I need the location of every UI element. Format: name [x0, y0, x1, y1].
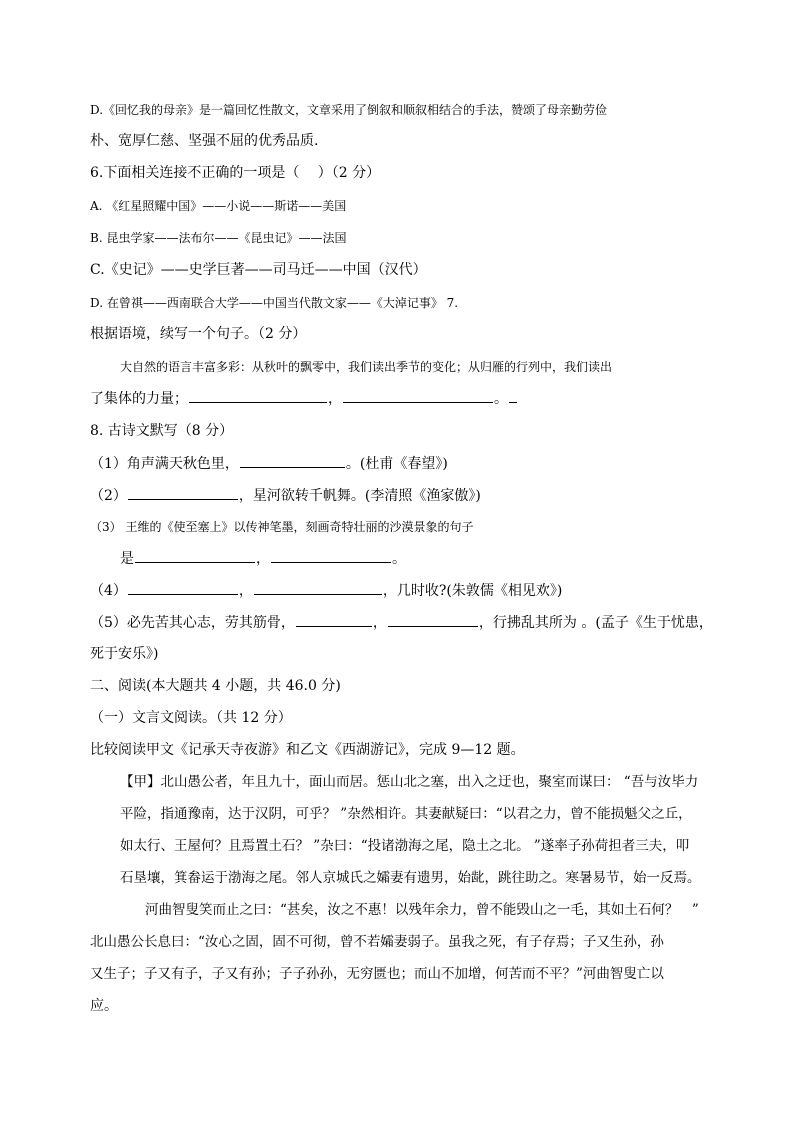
answer-blank-tail — [509, 388, 517, 403]
question-7-answer-line — [90, 388, 518, 409]
passage-a-line: 石垦壤，箕畚运于渤海之尾。邻人京城氏之孀妻有遗男，始龀，跳往助之。寒暑易节，始一反焉。 — [120, 870, 701, 886]
question-6-option-c: C.《史记》——史学巨著——司马迁——中国（汉代） — [90, 262, 427, 278]
passage-a-line: 平险，指通豫南，达于汉阴，可乎？ ”杂然相许。其妻献疑曰：“以君之力，曾不能损魁父之丘， — [120, 806, 692, 822]
item-text: ，行拂乱其所为 。(孟子《生于忧患， — [478, 615, 713, 631]
answer-lead-text: 了集体的力量； — [90, 391, 188, 407]
answer-blank[interactable] — [128, 580, 238, 595]
question-6-option-b: B. 昆虫学家——法布尔——《昆虫记》——法国 — [90, 231, 347, 245]
answer-blank[interactable] — [388, 612, 478, 627]
item-text: （5）必先苦其心志，劳其筋骨， — [90, 615, 295, 631]
question-8-item-5 — [90, 612, 713, 633]
option-d-text: D.《回忆我的母亲》是一篇回忆性散文，文章采用了倒叙和顺叙相结合的手法，赞颂了母亲勤劳俭 — [90, 103, 608, 117]
answer-blank[interactable] — [296, 612, 372, 627]
question-6-option-d: D. 在曾祺——西南联合大学——中国当代散文家——《大淖记事》 7. — [90, 296, 459, 310]
answer-blank[interactable] — [240, 453, 345, 468]
item-text: ，几时收?(朱敦儒《相见欢》) — [382, 583, 563, 599]
period: 。 — [494, 391, 508, 407]
passage-a-line: 【甲】北山愚公者，年且九十，面山而居。惩山北之塞，出入之迂也，聚室而谋曰： “吾与汝毕力 — [120, 774, 699, 790]
reading-instruction: 比较阅读甲文《记承天寺夜游》和乙文《西湖游记》，完成 9—12 题。 — [90, 742, 525, 758]
passage-b-line: 北山愚公长息曰：“汝心之固，固不可彻，曾不若孀妻弱子。虽我之死，有子存焉；子又生孙，孙 — [90, 934, 664, 950]
question-8-item-3-answer — [120, 548, 406, 569]
passage-a-line: 如太行、王屋何？且焉置土石？ ”杂曰：“投诸渤海之尾，隐土之北。 ”遂率子孙荷担者三夫，叩 — [120, 838, 690, 854]
item-number: （2） — [90, 488, 127, 504]
question-8-item-2 — [90, 485, 481, 506]
answer-blank[interactable] — [135, 548, 255, 563]
question-7-passage: 大自然的语言丰富多彩：从秋叶的飘零中，我们读出季节的变化；从归雁的行列中，我们读出 — [120, 360, 613, 374]
question-8-item-4 — [90, 580, 562, 601]
answer-blank[interactable] — [128, 485, 238, 500]
comma: ， — [256, 551, 270, 567]
question-7: 根据语境，续写一个句子。（2 分） — [90, 326, 307, 342]
passage-b-line: 又生子；子又有子，子又有孙；子子孙孙，无穷匮也；而山不加增，何苦而不平？”河曲智叟亡以 — [90, 966, 664, 982]
question-8: 8. 古诗文默写（8 分） — [90, 423, 234, 439]
item-text: 。(杜甫《春望》) — [345, 456, 448, 472]
item-text: 是 — [120, 551, 134, 567]
passage-b-line: 河曲智叟笑而止之曰：“甚矣，汝之不惠！以残年余力，曾不能毁山之一毛，其如土石何？ ” — [145, 902, 699, 918]
comma: ， — [328, 391, 342, 407]
answer-blank[interactable] — [189, 388, 327, 403]
period: 。 — [392, 551, 406, 567]
item-number: （4） — [90, 583, 127, 599]
passage-b-line: 应。 — [90, 998, 118, 1014]
answer-blank[interactable] — [254, 580, 382, 595]
item-text: （1）角声满天秋色里， — [90, 456, 239, 472]
question-8-item-5-continuation: 死于安乐》) — [90, 646, 159, 662]
question-8-item-3: （3） 王维的《使至塞上》以传神笔墨，刻画奇特壮丽的沙漠景象的句子 — [90, 520, 474, 534]
item-text: ，星河欲转千帆舞。(李清照《渔家傲》) — [238, 488, 481, 504]
comma: ， — [238, 583, 253, 599]
question-6-option-a: A. 《红星照耀中国》——小说——斯诺——美国 — [90, 199, 347, 213]
option-d-continuation: 朴、宽厚仁慈、坚强不屈的优秀品质. — [90, 133, 319, 149]
comma: ， — [372, 615, 387, 631]
subsection-heading: （一）文言文阅读。（共 12 分） — [90, 710, 292, 726]
answer-blank[interactable] — [271, 548, 391, 563]
section-2-heading: 二、阅读(本大题共 4 小题，共 46.0 分) — [90, 678, 341, 694]
question-8-item-1 — [90, 453, 448, 474]
answer-blank[interactable] — [343, 388, 493, 403]
question-6: 6.下面相关连接不正确的一项是（ ）（2 分） — [90, 165, 381, 181]
